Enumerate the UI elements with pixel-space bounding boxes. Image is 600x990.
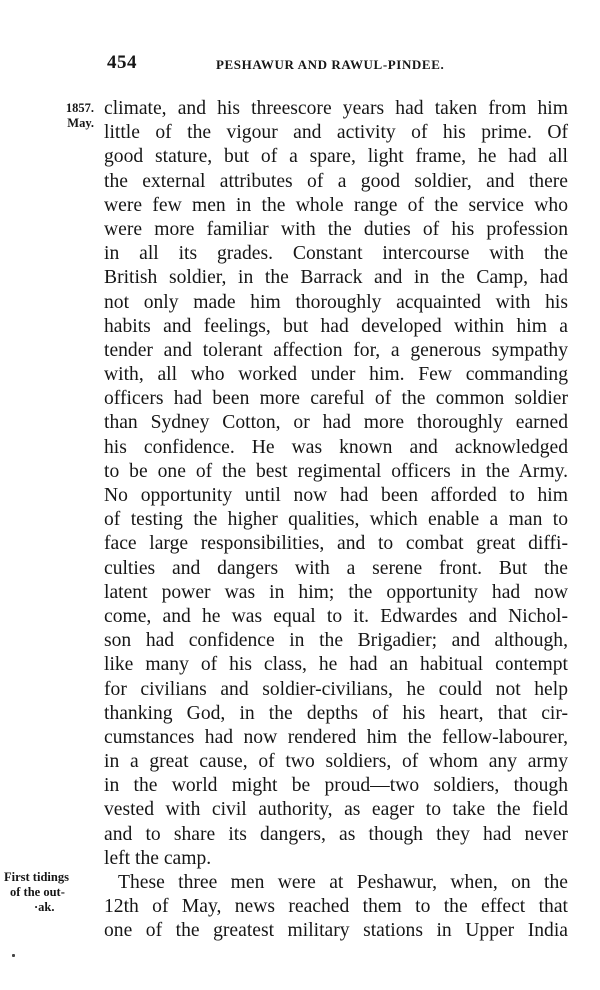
text-line: the external attributes of a good soldier, and there bbox=[104, 170, 568, 192]
margin-note-year: 1857. bbox=[65, 101, 94, 115]
body-text bbox=[104, 97, 568, 944]
text-line: thanking God, in the depths of his heart, that cir- bbox=[104, 702, 568, 724]
text-line: tender and tolerant affection for, a generous sympathy bbox=[104, 339, 568, 361]
text-line: like many of his class, he had an habitual contempt bbox=[104, 654, 568, 676]
margin-note-first-tidings bbox=[4, 870, 90, 915]
page-number: 454 bbox=[107, 52, 137, 73]
text-line: 12th of May, news reached them to the effect that bbox=[104, 896, 568, 918]
text-line: climate, and his threescore years had taken from him bbox=[104, 98, 568, 119]
margin-note-month: May. bbox=[67, 116, 94, 130]
text-line: culties and dangers with a serene front. But the bbox=[104, 557, 568, 579]
text-line: No opportunity until now had been afforded to him bbox=[104, 485, 568, 506]
margin-note-line: ·ak. bbox=[34, 900, 55, 914]
print-speck bbox=[12, 954, 15, 957]
page-header bbox=[0, 52, 600, 82]
text-line: with, all who worked under him. Few commanding bbox=[104, 364, 568, 386]
text-line: to be one of the best regimental officers in the Army. bbox=[104, 460, 568, 482]
text-line: son had confidence in the Brigadier; and although, bbox=[104, 630, 568, 652]
margin-note-date bbox=[36, 101, 94, 131]
text-line: These three men were at Peshawur, when, on the bbox=[118, 872, 568, 893]
text-line: than Sydney Cotton, or had more thoroughly earned bbox=[104, 412, 568, 434]
text-line: habits and feelings, but had developed within him a bbox=[104, 315, 568, 337]
text-line: little of the vigour and activity of his prime. Of bbox=[104, 122, 568, 144]
text-line: in a great cause, of two soldiers, of whom any army bbox=[104, 751, 568, 773]
text-line: British soldier, in the Barrack and in the Camp, had bbox=[104, 267, 568, 289]
text-line: in the world might be proud—two soldiers, though bbox=[104, 775, 568, 797]
text-line: were more familiar with the duties of his profession bbox=[104, 218, 568, 240]
text-line: left the camp. bbox=[104, 847, 212, 869]
text-line: face large responsibilities, and to combat great diffi- bbox=[104, 533, 568, 555]
text-line: were few men in the whole range of the service who bbox=[104, 194, 568, 216]
margin-note-line: of the out- bbox=[10, 885, 65, 899]
running-head: PESHAWUR AND RAWUL-PINDEE. bbox=[216, 57, 445, 72]
text-line: not only made him thoroughly acquainted with his bbox=[104, 291, 568, 313]
text-line: good stature, but of a spare, light frame, he had all bbox=[104, 146, 568, 168]
text-line: vested with civil authority, as eager to take the field bbox=[104, 799, 568, 821]
text-line: officers had been more careful of the common soldier bbox=[104, 388, 568, 410]
margin-note-line: First tidings bbox=[4, 870, 69, 884]
text-line: and to share its dangers, as though they had never bbox=[104, 823, 568, 845]
text-line: of testing the higher qualities, which enable a man to bbox=[104, 509, 568, 531]
text-line: one of the greatest military stations in Upper India bbox=[104, 920, 568, 942]
text-line: cumstances had now rendered him the fellow-labourer, bbox=[104, 726, 568, 748]
text-line: come, and he was equal to it. Edwardes and Nichol- bbox=[104, 605, 568, 627]
text-line: latent power was in him; the opportunity had now bbox=[104, 581, 568, 603]
text-line: in all its grades. Constant intercourse with the bbox=[104, 243, 568, 265]
text-line: for civilians and soldier-civilians, he could not help bbox=[104, 678, 568, 700]
text-line: his confidence. He was known and acknowledged bbox=[104, 436, 568, 458]
